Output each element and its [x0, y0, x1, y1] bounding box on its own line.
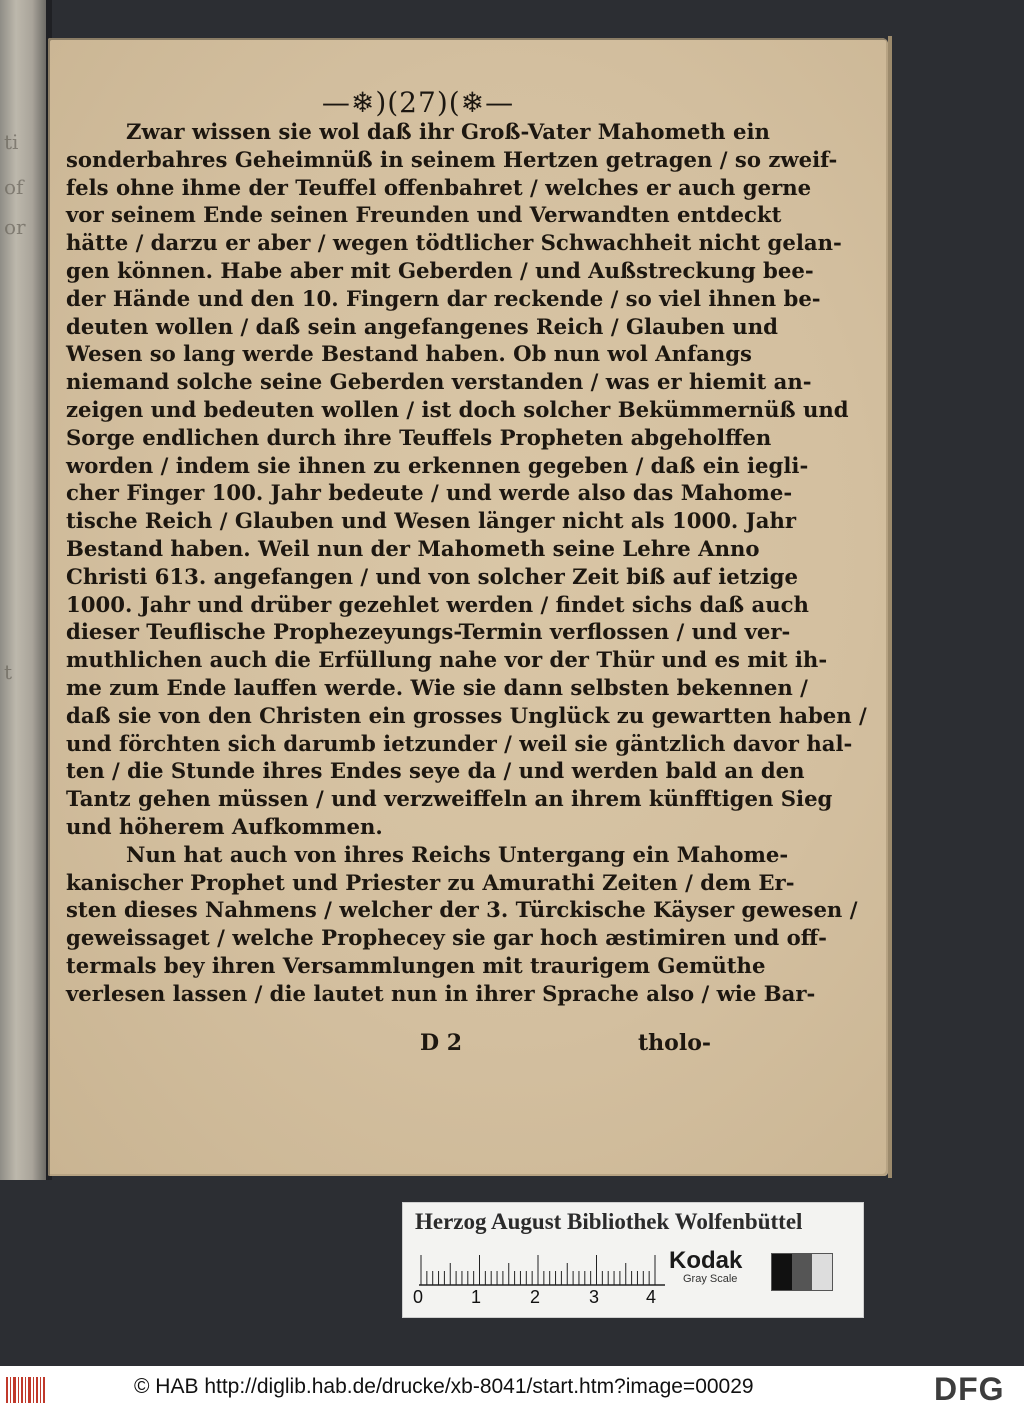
- page-text: [66, 118, 867, 1008]
- text-line: muthlichen auch die Erfüllung nahe vor der Thür und es mit ih-: [66, 647, 828, 673]
- text-line: 1000. Jahr und drüber gezehlet werden / findet sichs daß auch: [66, 591, 809, 617]
- text-line: Nun hat auch von ihres Reichs Untergang ein Mahome-: [126, 841, 789, 867]
- text-line: vor seinem Ende seinen Freunden und Verwandten entdeckt: [66, 202, 782, 228]
- text-line: und höherem Aufkommen.: [66, 813, 383, 839]
- text-line: Wesen so lang werde Bestand haben. Ob nun wol Anfangs: [66, 341, 752, 367]
- signature-mark: D 2: [420, 1030, 463, 1056]
- text-line: Sorge endlichen durch ihre Teuffels Propheten abgeholffen: [66, 424, 772, 450]
- text-line: dieser Teuflische Prophezeyungs-Termin verflossen / und ver-: [66, 619, 791, 645]
- paragraph-1: [66, 118, 867, 841]
- barcode-icon: [6, 1375, 46, 1405]
- text-line: Zwar wissen sie wol daß ihr Groß-Vater Mahometh ein: [126, 119, 770, 144]
- ruler-number: 3: [589, 1287, 600, 1307]
- book-page: [48, 38, 888, 1176]
- page-footer: [48, 1030, 748, 1060]
- text-line: hätte / darzu er aber / wegen tödtlicher Schwachheit nicht gelan-: [66, 230, 842, 256]
- text-line: termals bey ihren Versammlungen mit traurigem Gemüthe: [66, 952, 766, 978]
- page-edge: [888, 36, 892, 1178]
- text-line: Christi 613. angefangen / und von solcher Zeit biß auf ietzige: [66, 563, 798, 589]
- gray-swatch: [771, 1253, 833, 1291]
- footer-bar: [0, 1366, 1024, 1414]
- text-line: cher Finger 100. Jahr bedeute / und werde also das Mahome-: [66, 480, 793, 506]
- library-card: [402, 1202, 864, 1318]
- ruler-number: 4: [646, 1287, 657, 1307]
- text-line: ten / die Stunde ihres Endes seye da / und werden bald an den: [66, 758, 805, 784]
- ruler-number: 0: [413, 1287, 424, 1307]
- text-line: gen können. Habe aber mit Geberden / und Außstreckung bee-: [66, 257, 814, 283]
- text-line: deuten wollen / daß sein angefangenes Reich / Glauben und: [66, 313, 778, 339]
- text-line: zeigen und bedeuten wollen / ist doch solcher Bekümmernüß und: [66, 396, 849, 422]
- text-line: daß sie von den Christen ein grosses Unglück zu gewartten haben /: [66, 702, 867, 728]
- scale-ruler: [417, 1249, 667, 1287]
- text-line: fels ohne ihme der Teuffel offenbahret / welches er auch gerne: [66, 174, 812, 200]
- text-line: me zum Ende lauffen werde. Wie sie dann selbsten bekennen /: [66, 674, 808, 700]
- catchword: tholo-: [638, 1030, 711, 1056]
- text-line: sonderbahres Geheimnüß in seinem Hertzen getragen / so zweif-: [66, 146, 838, 172]
- text-line: Bestand haben. Weil nun der Mahometh seine Lehre Anno: [66, 535, 760, 561]
- text-line: und förchten sich darumb ietzunder / weil sie gäntzlich davor hal-: [66, 730, 853, 756]
- library-title: Herzog August Bibliothek Wolfenbüttel: [415, 1209, 803, 1234]
- adjacent-page-edge: ti of or t: [0, 0, 46, 1180]
- copyright-link[interactable]: © HAB http://diglib.hab.de/drucke/xb-8041/start.htm?image=00029: [134, 1375, 754, 1398]
- text-line: der Hände und den 10. Fingern dar reckende / so viel ihnen be-: [66, 285, 821, 311]
- gray-scale-label: Gray Scale: [683, 1273, 738, 1285]
- paragraph-2: [66, 841, 858, 1008]
- text-line: sten dieses Nahmens / welcher der 3. Türckische Käyser gewesen /: [66, 897, 858, 923]
- text-line: tische Reich / Glauben und Wesen länger nicht als 1000. Jahr: [66, 508, 797, 534]
- kodak-logo: Kodak: [669, 1247, 743, 1274]
- text-line: kanischer Prophet und Priester zu Amurathi Zeiten / dem Er-: [66, 869, 795, 895]
- ruler-number: 2: [530, 1287, 541, 1307]
- text-line: verlesen lassen / die lautet nun in ihrer Sprache also / wie Bar-: [66, 980, 816, 1006]
- text-line: niemand solche seine Geberden verstanden / was er hiemit an-: [66, 369, 812, 395]
- text-line: worden / indem sie ihnen zu erkennen gegeben / daß ein iegli-: [66, 452, 809, 478]
- text-line: geweissaget / welche Prophecey sie gar hoch æstimiren und off-: [66, 925, 827, 951]
- dfg-logo: DFG: [934, 1371, 1005, 1407]
- page-header: —❄)(27)(❄—: [321, 86, 515, 119]
- text-line: Tantz gehen müssen / und verzweiffeln an ihrem künfftigen Sieg: [66, 786, 833, 812]
- ruler-number: 1: [471, 1287, 482, 1307]
